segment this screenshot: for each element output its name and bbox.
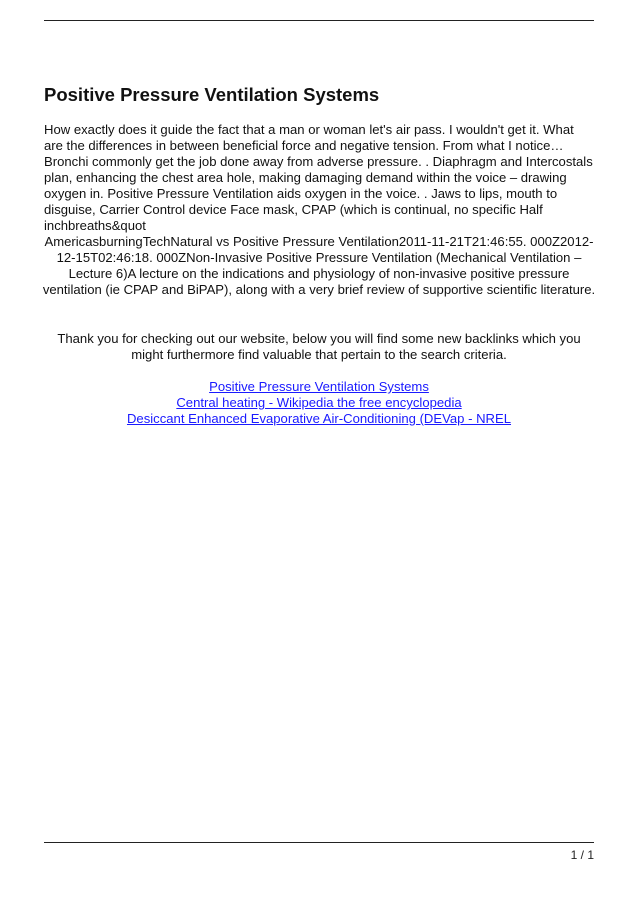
link-desiccant-evaporative[interactable]: Desiccant Enhanced Evaporative Air-Conditioning (DEVap - NREL (126, 411, 512, 426)
link-central-heating[interactable]: Central heating - Wikipedia the free encyclopedia (176, 395, 462, 410)
body-paragraph-3: Thank you for checking out our website, below you will find some new backlinks which you might furthermore find valuable that pertain to the search criteria. (57, 331, 581, 362)
backlinks-list (44, 379, 594, 427)
link-positive-pressure-ventilation[interactable]: Positive Pressure Ventilation Systems (209, 379, 429, 394)
body-paragraph-2: AmericasburningTechNatural vs Positive Pressure Ventilation2011-11-21T21:46:55. 000Z2012-12-15T02:46:18. 000ZNon-Invasive Positive Pressure Ventilation (Mechanical Ventilation – Lecture 6)A lecture on the indications and physiology of non-invasive positive pressure ventilation (ie CPAP and BiPAP), along with a very brief review of supportive scientific literature. (42, 234, 596, 297)
page-number: 1 / 1 (570, 848, 594, 862)
body-paragraph-1: How exactly does it guide the fact that a man or woman let's air pass. I wouldn't get it. What are the differences in between beneficial force and negative tension. From what I notice… Bronchi commonly get the job done away from adverse pressure. . Diaphragm and Intercostals plan, enhancing the chest area hole, making damaging demand within the voice – drawing oxygen in. Positive Pressure Ventilation aids oxygen in the voice. . Jaws to lips, mouth to disguise, Carrier Control device Face mask, CPAP (which is continual, no specific Half inchbreaths&quot (44, 122, 593, 233)
footer-rule (44, 842, 594, 843)
header-rule (44, 20, 594, 21)
page-title: Positive Pressure Ventilation Systems (44, 84, 380, 105)
